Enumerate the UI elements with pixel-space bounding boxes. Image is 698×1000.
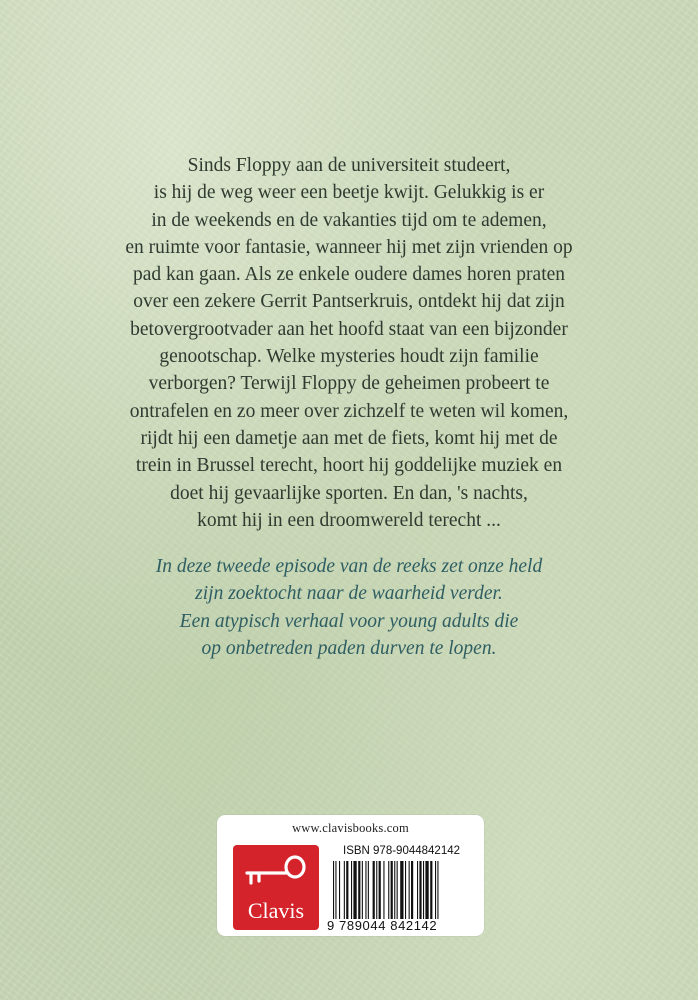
blurb-line: verborgen? Terwijl Floppy de geheimen probeert te [148, 373, 550, 395]
blurb-line: over een zekere Gerrit Pantserkruis, ontdekt hij dat zijn [133, 291, 565, 313]
blurb-line: rijdt hij een dametje aan met de fiets, komt hij met de [140, 427, 558, 449]
isbn-label: ISBN 978-9044842142 [343, 845, 461, 857]
publisher-barcode-label [217, 815, 484, 936]
blurb-line: ontrafelen en zo meer over zichzelf te weten wil komen, [129, 400, 569, 422]
blurb-line: en ruimte voor fantasie, wanneer hij met zijn vrienden op [125, 236, 573, 258]
blurb-line: betovergrootvader aan het hoofd staat van een bijzonder [130, 318, 568, 340]
blurb-line: Sinds Floppy aan de universiteit studeert, [187, 155, 511, 176]
barcode-digits: 9 789044 842142 [327, 918, 438, 933]
blurb-text [60, 152, 638, 534]
tagline-line: In deze tweede episode van de reeks zet onze held [155, 556, 543, 577]
tagline-text [60, 553, 638, 662]
blurb-line: genootschap. Welke mysteries houdt zijn familie [159, 346, 539, 368]
blurb-line: is hij de weg weer een beetje kwijt. Gelukkig is er [153, 182, 545, 204]
blurb-line: komt hij in een droomwereld terecht ... [197, 509, 501, 531]
tagline-line: op onbetreden paden durven te lopen. [201, 637, 497, 659]
barcode [331, 861, 479, 919]
key-icon [241, 851, 311, 895]
tagline-line: Een atypisch verhaal voor young adults die [179, 610, 519, 632]
publisher-website: www.clavisbooks.com [292, 821, 409, 835]
blurb-line: pad kan gaan. Als ze enkele oudere dames horen praten [132, 264, 566, 286]
publisher-logo [233, 845, 319, 930]
publisher-logo-text: Clavis [247, 898, 305, 923]
blurb-line: doet hij gevaarlijke sporten. En dan, 's nachts, [170, 482, 528, 504]
blurb-line: trein in Brussel terecht, hoort hij goddelijke muziek en [135, 455, 563, 477]
tagline-line: zijn zoektocht naar de waarheid verder. [195, 583, 503, 605]
blurb-line: in de weekends en de vakanties tijd om te ademen, [151, 209, 547, 231]
